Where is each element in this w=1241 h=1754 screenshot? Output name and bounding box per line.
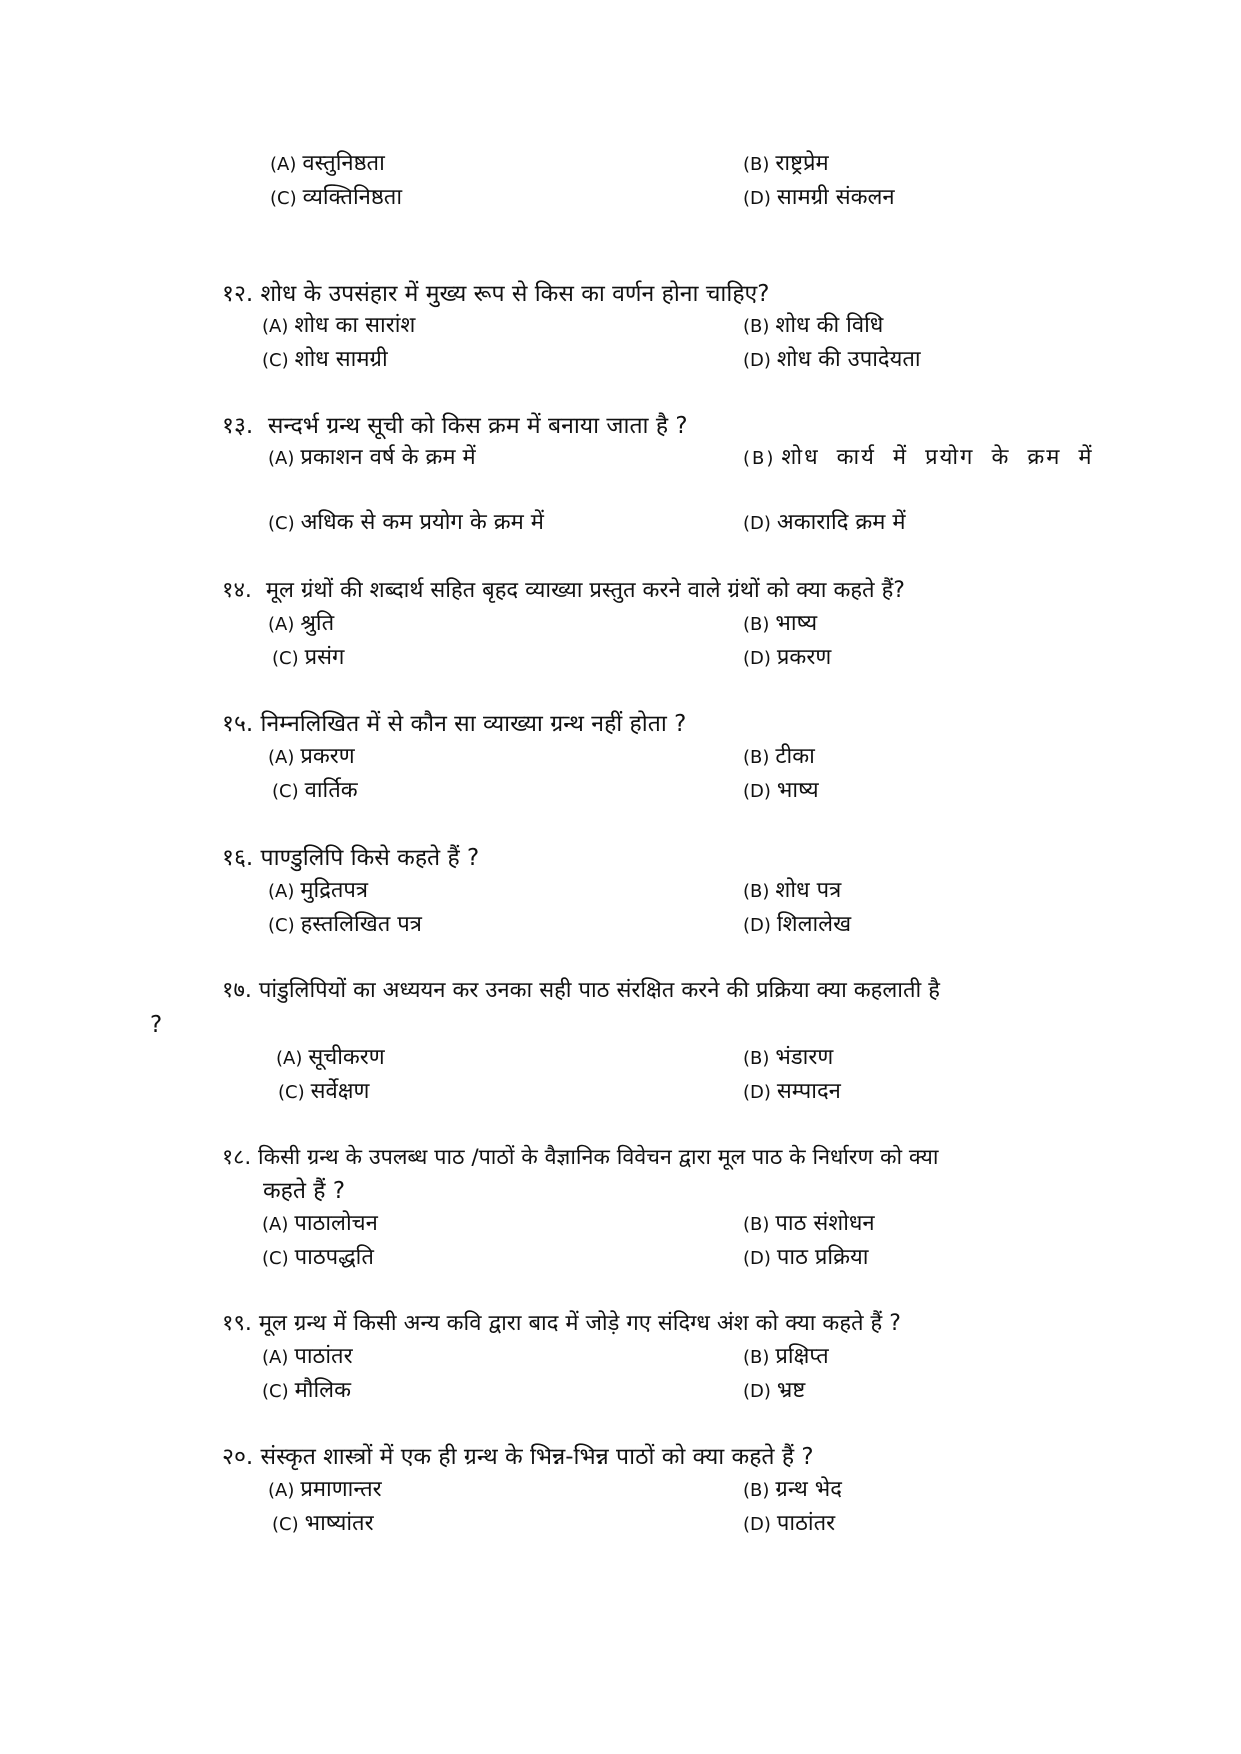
option-c: (C) शोध सामग्री: [262, 347, 388, 372]
option-b: (B) ग्रन्थ भेद: [743, 1477, 842, 1502]
option-d: (D) पाठ प्रक्रिया: [743, 1245, 869, 1270]
option-a: (A) पाठांतर: [262, 1344, 353, 1369]
option-a: (A) मुद्रितपत्र: [268, 878, 369, 903]
option-c: (C) भाष्यांतर: [272, 1511, 374, 1536]
question-text: १६. पाण्डुलिपि किसे कहते हैं ?: [222, 845, 480, 871]
option-b: (B) प्रक्षिप्त: [743, 1344, 829, 1369]
option-d: (D) भाष्य: [743, 778, 819, 803]
option-d: (D) प्रकरण: [743, 645, 832, 670]
option-d: (D) अकारादि क्रम में: [743, 510, 906, 535]
option-d: (D) शोध की उपादेयता: [743, 347, 921, 372]
option-d: (D) सम्पादन: [743, 1079, 841, 1104]
question-text: १२. शोध के उपसंहार में मुख्य रूप से किस का वर्णन होना चाहिए?: [222, 281, 770, 307]
option-c: (C) व्यक्तिनिष्ठता: [270, 185, 403, 210]
option-c: (C) प्रसंग: [272, 645, 345, 670]
question-text: १५. निम्नलिखित में से कौन सा व्याख्या ग्रन्थ नहीं होता ?: [222, 711, 687, 737]
option-a: (A) प्रकरण: [268, 744, 355, 769]
question-text: १४. मूल ग्रंथों की शब्दार्थ सहित बृहद व्याख्या प्रस्तुत करने वाले ग्रंथों को क्या कहते हैं?: [222, 578, 905, 603]
question-text: २०. संस्कृत शास्त्रों में एक ही ग्रन्थ के भिन्न-भिन्न पाठों को क्या कहते हैं ?: [222, 1444, 814, 1470]
question-text: १७. पांडुलिपियों का अध्ययन कर उनका सही पाठ संरक्षित करने की प्रक्रिया क्या कहलाती है: [222, 978, 940, 1003]
question-text: १३. सन्दर्भ ग्रन्थ सूची को किस क्रम में बनाया जाता है ?: [222, 413, 688, 439]
option-a: (A) पाठालोचन: [262, 1211, 378, 1236]
option-a: (A) सूचीकरण: [276, 1045, 385, 1070]
option-c: (C) मौलिक: [262, 1378, 351, 1403]
option-d: (D) पाठांतर: [743, 1511, 836, 1536]
option-b: (B) शोध पत्र: [743, 878, 842, 903]
option-c: (C) पाठपद्धति: [262, 1245, 374, 1270]
option-d: (D) सामग्री संकलन: [743, 185, 895, 210]
option-c: (C) वार्तिक: [272, 778, 358, 803]
question-overflow-mark: ?: [150, 1012, 163, 1038]
question-text: १८. किसी ग्रन्थ के उपलब्ध पाठ /पाठों के वैज्ञानिक विवेचन द्वारा मूल पाठ के निर्धारण को क्या: [222, 1145, 939, 1170]
option-b: (B) भंडारण: [743, 1045, 834, 1070]
option-a: (A) श्रुति: [268, 611, 335, 636]
option-c: (C) अधिक से कम प्रयोग के क्रम में: [268, 510, 544, 535]
option-c: (C) सर्वेक्षण: [278, 1079, 370, 1104]
option-d: (D) शिलालेख: [743, 912, 852, 937]
option-a: (A) शोध का सारांश: [262, 313, 416, 338]
option-a: (A) प्रकाशन वर्ष के क्रम में: [268, 445, 476, 470]
option-a: (A) वस्तुनिष्ठता: [270, 151, 385, 176]
option-d: (D) भ्रष्ट: [743, 1378, 806, 1403]
option-b: (B) पाठ संशोधन: [743, 1211, 875, 1236]
question-text-continued: कहते हैं ?: [263, 1178, 346, 1204]
option-b: (B) शोध कार्य में प्रयोग के क्रम में: [743, 445, 1094, 470]
option-b: (B) भाष्य: [743, 611, 818, 636]
option-a: (A) प्रमाणान्तर: [268, 1477, 382, 1502]
option-b: (B) राष्ट्रप्रेम: [743, 151, 829, 176]
option-b: (B) शोध की विधि: [743, 313, 884, 338]
option-c: (C) हस्तलिखित पत्र: [268, 912, 422, 937]
question-text: १९. मूल ग्रन्थ में किसी अन्य कवि द्वारा बाद में जोड़े गए संदिग्ध अंश को क्या कहते हैं ?: [222, 1311, 901, 1336]
option-b: (B) टीका: [743, 744, 815, 769]
